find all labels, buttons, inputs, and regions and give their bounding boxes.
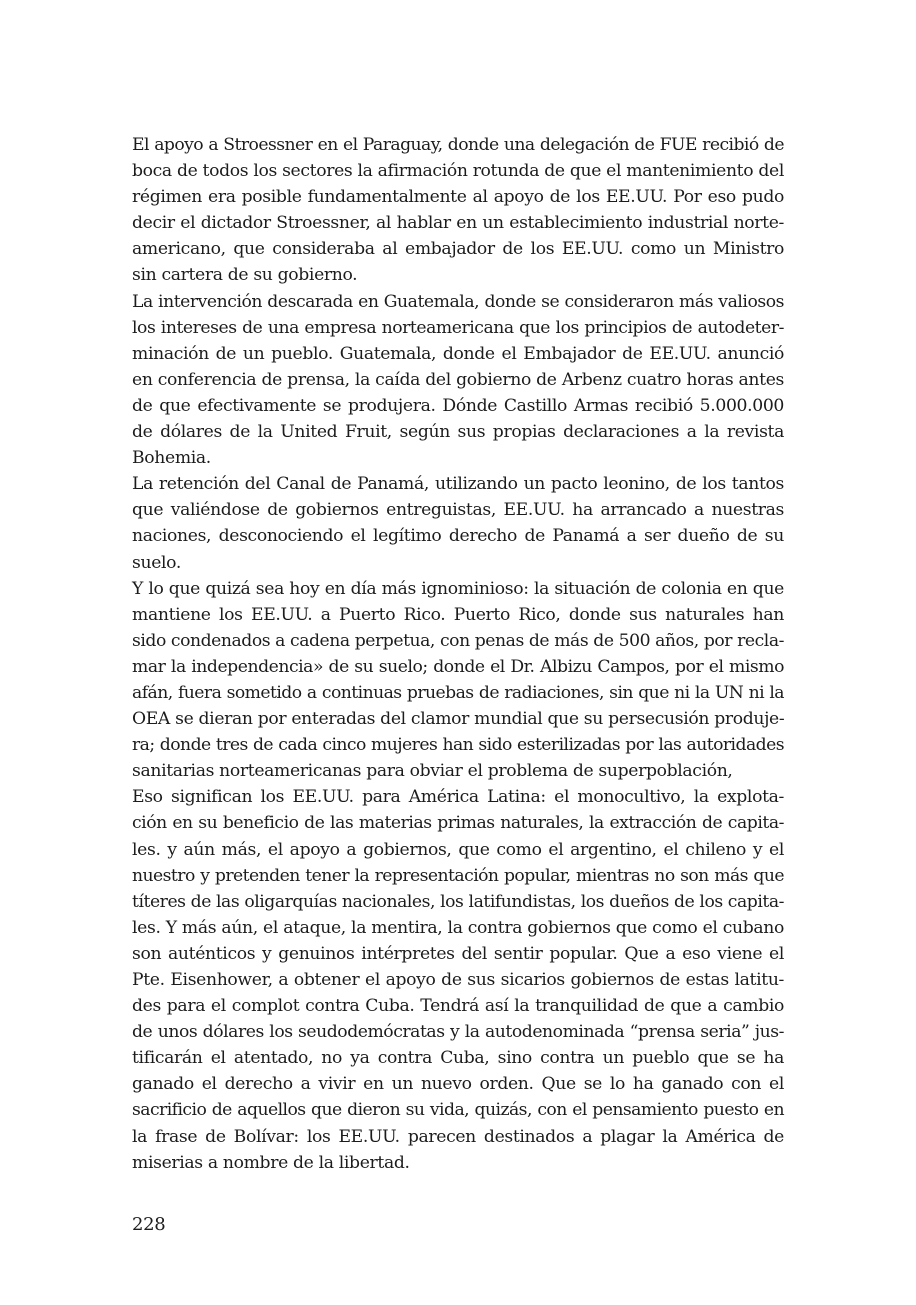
text-line: ción en su beneficio de las materias primas naturales, la extracción de capita- <box>132 813 784 834</box>
text-line: naciones, desconociendo el legítimo derecho de Panamá a ser dueño de su <box>132 526 784 547</box>
paragraph <box>132 471 784 575</box>
text-line: sacrificio de aquellos que dieron su vida, quizás, con el pensamiento puesto en <box>132 1100 784 1121</box>
text-line: de unos dólares los seudodemócratas y la autodenominada “prensa seria” jus- <box>132 1022 784 1043</box>
text-line: Y lo que quizá sea hoy en día más ignominioso: la situación de colonia en que <box>132 578 784 599</box>
text-line: que valiéndose de gobiernos entreguistas, EE.UU. ha arrancado a nuestras <box>132 500 784 521</box>
text-line: afán, fuera sometido a continuas pruebas de radiaciones, sin que ni la UN ni la <box>132 682 784 703</box>
text-line: sin cartera de su gobierno. <box>132 265 358 286</box>
text-line: nuestro y pretenden tener la representación popular, mientras no son más que <box>132 865 784 886</box>
text-line: títeres de las oligarquías nacionales, los latifundistas, los dueños de los capita- <box>132 891 784 912</box>
text-line: régimen era posible fundamentalmente al apoyo de los EE.UU. Por eso pudo <box>132 187 784 208</box>
text-line: El apoyo a Stroessner en el Paraguay, donde una delegación de FUE recibió de <box>132 135 784 155</box>
paragraph <box>132 576 784 785</box>
text-line: americano, que consideraba al embajador de los EE.UU. como un Ministro <box>132 239 784 260</box>
text-line: suelo. <box>132 552 181 573</box>
page-number: 228 <box>132 1214 166 1235</box>
text-line: La intervención descarada en Guatemala, donde se consideraron más valiosos <box>132 291 784 312</box>
text-line: Eso significan los EE.UU. para América Latina: el monocultivo, la explota- <box>132 787 784 808</box>
text-line: Bohemia. <box>132 448 211 469</box>
text-line: los intereses de una empresa norteamericana que los principios de autodeter- <box>132 317 784 338</box>
text-line: Pte. Eisenhower, a obtener el apoyo de sus sicarios gobiernos de estas latitu- <box>132 970 784 990</box>
text-line: miserias a nombre de la libertad. <box>132 1152 410 1173</box>
text-line: sanitarias norteamericanas para obviar el problema de superpoblación, <box>132 761 733 782</box>
text-line: minación de un pueblo. Guatemala, donde el Embajador de EE.UU. anunció <box>132 343 784 364</box>
text-line: la frase de Bolívar: los EE.UU. parecen destinados a plagar la América de <box>132 1126 784 1147</box>
paragraph <box>132 132 784 289</box>
text-line: de que efectivamente se produjera. Dónde Castillo Armas recibió 5.000.000 <box>132 395 784 416</box>
text-line: sido condenados a cadena perpetua, con penas de más de 500 años, por recla- <box>132 630 784 651</box>
text-line: les. Y más aún, el ataque, la mentira, la contra gobiernos que como el cubano <box>132 917 784 938</box>
paragraph <box>132 784 784 1175</box>
text-line: mantiene los EE.UU. a Puerto Rico. Puerto Rico, donde sus naturales han <box>132 604 784 625</box>
text-line: tificarán el atentado, no ya contra Cuba, sino contra un pueblo que se ha <box>132 1048 784 1069</box>
text-line: son auténticos y genuinos intérpretes del sentir popular. Que a eso viene el <box>132 943 784 964</box>
paragraph <box>132 289 784 472</box>
text-line: La retención del Canal de Panamá, utilizando un pacto leonino, de los tantos <box>132 474 784 495</box>
text-line: ganado el derecho a vivir en un nuevo orden. Que se lo ha ganado con el <box>132 1074 784 1095</box>
text-line: en conferencia de prensa, la caída del gobierno de Arbenz cuatro horas antes <box>132 369 784 390</box>
text-line: boca de todos los sectores la afirmación rotunda de que el mantenimiento del <box>132 161 784 182</box>
text-line: les. y aún más, el apoyo a gobiernos, que como el argentino, el chileno y el <box>132 839 784 860</box>
text-line: ra; donde tres de cada cinco mujeres han sido esterilizadas por las autoridades <box>132 735 784 756</box>
text-line: OEA se dieran por enteradas del clamor mundial que su persecusión produje- <box>132 709 785 730</box>
body-text <box>132 132 784 1176</box>
text-line: mar la independencia» de su suelo; donde el Dr. Albizu Campos, por el mismo <box>132 656 784 677</box>
text-line: de dólares de la United Fruit, según sus propias declaraciones a la revista <box>132 422 784 443</box>
text-line: des para el complot contra Cuba. Tendrá así la tranquilidad de que a cambio <box>132 996 784 1017</box>
text-line: decir el dictador Stroessner, al hablar en un establecimiento industrial norte- <box>132 213 784 234</box>
